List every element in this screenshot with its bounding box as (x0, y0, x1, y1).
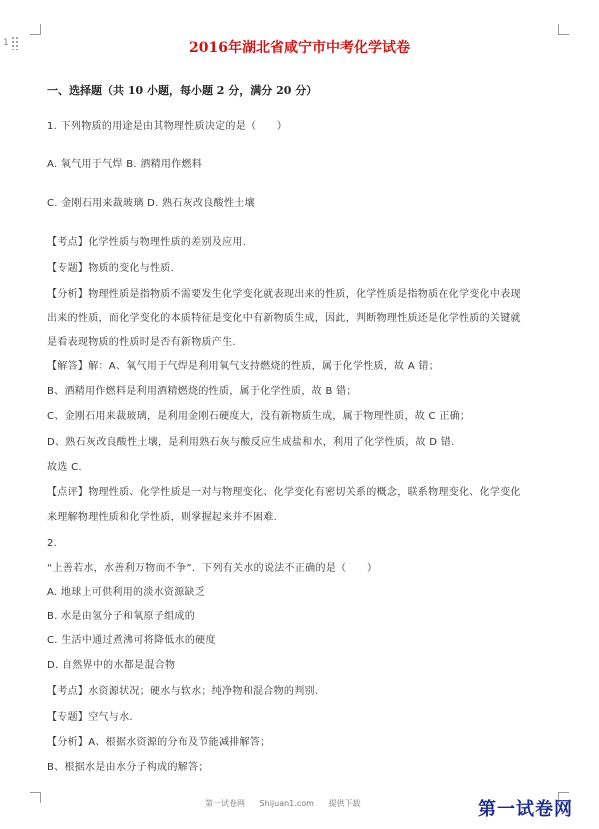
q1-option-ab: A. 氧气用于气焊 B. 酒精用作燃料 (47, 159, 203, 170)
crop-mark-bottom-left (30, 792, 41, 803)
q1-fenxi-line-2: 出来的性质，而化学变化的本质特征是变化中有新物质生成，因此，判断物理性质还是化学性质的关键就 (47, 313, 521, 324)
q2-fenxi-line-1: 【分析】A、根据水资源的分布及节能减排解答； (47, 737, 271, 748)
q1-zhuanti: 【专题】物质的变化与性质. (47, 263, 175, 274)
q1-kaodian: 【考点】化学性质与物理性质的差别及应用. (47, 237, 247, 248)
q2-option-a: A. 地球上可供利用的淡水资源缺乏 (47, 587, 206, 598)
footer-site-url[interactable]: Shijuan1.com (259, 799, 314, 808)
q1-dianping-line-2: 来理解物理性质和化学性质，则掌握起来并不困难. (47, 512, 278, 523)
q2-option-c: C. 生活中通过煮沸可将降低水的硬度 (47, 635, 216, 646)
crop-mark-top-right (558, 24, 569, 35)
footer-site-name: 第一试卷网 (205, 799, 245, 808)
q1-jieda-line-2: B、酒精用作燃料是利用酒精燃烧的性质，属于化学性质，故 B 错； (47, 386, 357, 397)
gutter-page-number: 1 (3, 38, 9, 48)
q2-fenxi-line-2: B、根据水是由水分子构成的解答； (47, 762, 209, 773)
crop-mark-top-left (30, 24, 41, 35)
section-heading: 一、选择题（共 10 小题，每小题 2 分，满分 20 分） (47, 84, 318, 97)
q2-option-b: B. 水是由氢分子和氧原子组成的 (47, 611, 196, 622)
q2-number: 2. (47, 538, 58, 549)
q1-fenxi-line-1: 【分析】物理性质是指物质不需要发生化学变化就表现出来的性质，化学性质是指物质在化学变化中表现 (47, 289, 521, 300)
q1-jieda-line-1: 【解答】解：A、氧气用于气焊是利用氧气支持燃烧的性质，属于化学性质，故 A 错； (47, 361, 440, 372)
page-title: 2016年湖北省咸宁市中考化学试卷 (189, 40, 410, 56)
footer-provider: 提供下载 (328, 799, 361, 808)
brand-logo: 第一试卷网 (478, 799, 573, 820)
q1-option-cd: C. 金刚石用来裁玻璃 D. 熟石灰改良酸性土壤 (47, 198, 255, 209)
q1-stem: 1. 下列物质的用途是由其物理性质决定的是（ ） (47, 121, 288, 132)
page-footer (205, 798, 372, 809)
q2-kaodian: 【考点】水资源状况；硬水与软水；纯净物和混合物的判别. (47, 686, 319, 697)
q1-jieda-line-3: C、金刚石用来裁玻璃，是利用金刚石硬度大，没有新物质生成，属于物理性质，故 C 正确； (47, 411, 471, 422)
q2-option-d: D. 自然界中的水都是混合物 (47, 660, 176, 671)
q2-stem: “上善若水，水善利万物而不争”．下列有关水的说法不正确的是（ ） (47, 563, 378, 574)
q1-dianping-line-1: 【点评】物理性质、化学性质是一对与物理变化、化学变化有密切关系的概念，联系物理变化、化学变化 (47, 487, 521, 498)
q1-jieda-line-4: D、熟石灰改良酸性土壤，是利用熟石灰与酸反应生成盐和水，利用了化学性质，故 D 错. (47, 437, 455, 448)
q2-zhuanti: 【专题】空气与水. (47, 712, 133, 723)
q1-answer: 故选 C. (47, 462, 82, 473)
q1-fenxi-line-3: 是看表现物质的性质时是否有新物质产生. (47, 337, 236, 348)
